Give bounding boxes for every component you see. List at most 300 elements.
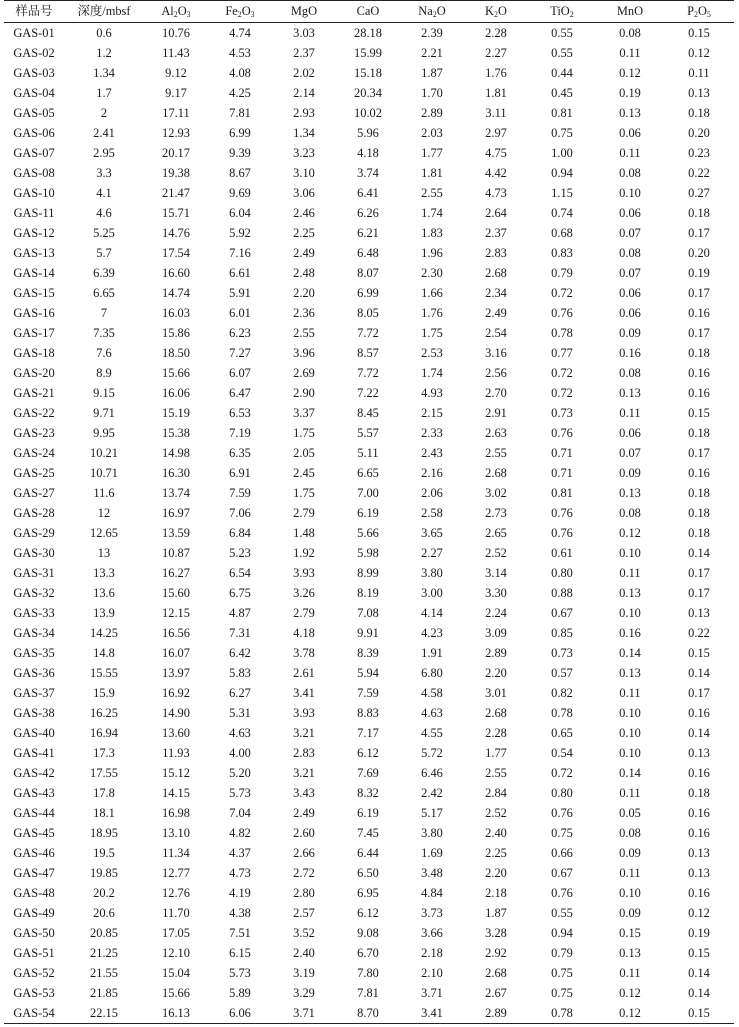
table-cell: 6.99 — [357, 286, 379, 300]
table-cell: 2.28 — [485, 26, 507, 40]
table-cell: 4.25 — [229, 86, 251, 100]
sample-id-cell: GAS-06 — [13, 126, 55, 140]
table-cell: 0.18 — [688, 486, 710, 500]
table-cell: 2.39 — [421, 26, 443, 40]
table-cell: 0.07 — [619, 226, 641, 240]
table-cell: 0.18 — [688, 346, 710, 360]
table-cell: 13.3 — [93, 566, 115, 580]
sample-id-cell: GAS-47 — [13, 866, 55, 880]
table-cell: 5.23 — [229, 546, 251, 560]
sample-id-cell: GAS-16 — [13, 306, 55, 320]
table-cell: 1.83 — [421, 226, 443, 240]
table-cell: 0.72 — [551, 766, 573, 780]
table-cell: 28.18 — [354, 26, 382, 40]
table-cell: 14.90 — [162, 706, 190, 720]
sample-id-cell: GAS-52 — [13, 966, 55, 980]
table-cell: 0.11 — [619, 46, 641, 60]
table-cell: 0.12 — [619, 526, 641, 540]
table-cell: 7.81 — [357, 986, 379, 1000]
sample-id-cell: GAS-41 — [13, 746, 55, 760]
table-cell: 0.18 — [688, 506, 710, 520]
table-cell: 0.94 — [551, 926, 573, 940]
table-cell: 0.44 — [551, 66, 573, 80]
table-cell: 2.52 — [485, 546, 507, 560]
table-cell: 0.82 — [551, 686, 573, 700]
table-cell: 2.40 — [293, 946, 315, 960]
table-cell: 3.52 — [293, 926, 315, 940]
table-cell: 3.16 — [485, 346, 507, 360]
table-row — [4, 763, 734, 783]
table-row — [4, 203, 734, 223]
table-row — [4, 783, 734, 803]
table-cell: 0.6 — [96, 26, 112, 40]
table-cell: 7.35 — [93, 326, 115, 340]
table-cell: 0.16 — [688, 706, 710, 720]
table-row — [4, 403, 734, 423]
table-cell: 0.66 — [551, 846, 573, 860]
table-cell: 0.11 — [619, 686, 641, 700]
table-cell: 16.13 — [144, 1003, 208, 1024]
table-cell: 0.55 — [551, 906, 573, 920]
table-cell: 2.91 — [485, 406, 507, 420]
table-cell: 13.97 — [162, 666, 190, 680]
table-cell: 15.60 — [162, 586, 190, 600]
table-cell: 0.45 — [551, 86, 573, 100]
table-row — [4, 483, 734, 503]
table-cell: 0.06 — [619, 206, 641, 220]
table-cell: 5.73 — [229, 966, 251, 980]
table-cell: 5.73 — [229, 786, 251, 800]
table-cell: 0.09 — [619, 466, 641, 480]
table-row — [4, 283, 734, 303]
table-cell: 5.17 — [421, 806, 443, 820]
table-cell: 4.6 — [96, 206, 112, 220]
table-cell: 2.14 — [293, 86, 315, 100]
table-cell: 2.24 — [485, 606, 507, 620]
table-cell: 2.49 — [293, 246, 315, 260]
table-cell: 0.08 — [619, 506, 641, 520]
table-cell: 4.23 — [421, 626, 443, 640]
table-cell: 2.20 — [293, 286, 315, 300]
table-cell: 0.83 — [551, 246, 573, 260]
table-cell: 0.67 — [551, 866, 573, 880]
sample-id-cell: GAS-01 — [13, 26, 55, 40]
table-cell: 3.19 — [293, 966, 315, 980]
table-row — [4, 823, 734, 843]
table-cell: 19.5 — [93, 846, 115, 860]
sample-id-cell: GAS-32 — [13, 586, 55, 600]
table-cell: 0.88 — [551, 586, 573, 600]
table-cell: 5.98 — [357, 546, 379, 560]
table-cell: 6.06 — [208, 1003, 272, 1024]
table-cell: 12.10 — [162, 946, 190, 960]
table-cell: 17.55 — [90, 766, 118, 780]
table-cell: 4.08 — [229, 66, 251, 80]
table-cell: 7.59 — [229, 486, 251, 500]
table-cell: 6.50 — [357, 866, 379, 880]
table-cell: 0.57 — [551, 666, 573, 680]
table-cell: 3.43 — [293, 786, 315, 800]
table-cell: 15.19 — [162, 406, 190, 420]
table-row — [4, 603, 734, 623]
table-cell: 9.17 — [165, 86, 187, 100]
table-cell: 12.65 — [90, 526, 118, 540]
sample-id-cell: GAS-34 — [13, 626, 55, 640]
table-cell: 17.3 — [93, 746, 115, 760]
table-cell: 13.9 — [93, 606, 115, 620]
table-cell: 3.11 — [485, 106, 507, 120]
table-cell: 0.13 — [619, 486, 641, 500]
table-cell: 15.18 — [354, 66, 382, 80]
table-cell: 0.15 — [688, 646, 710, 660]
table-cell: 15.55 — [90, 666, 118, 680]
table-cell: 2.18 — [485, 886, 507, 900]
table-cell: 16.60 — [162, 266, 190, 280]
table-cell: 0.75 — [551, 966, 573, 980]
table-cell: 6.07 — [229, 366, 251, 380]
table-cell: 0.79 — [551, 266, 573, 280]
geochemistry-table — [4, 0, 734, 1024]
table-cell: 0.14 — [688, 546, 710, 560]
table-cell: 4.93 — [421, 386, 443, 400]
sample-id-cell: GAS-42 — [13, 766, 55, 780]
table-cell: 0.13 — [619, 586, 641, 600]
table-cell: 3.80 — [421, 826, 443, 840]
table-cell: 9.91 — [357, 626, 379, 640]
table-cell: 6.53 — [229, 406, 251, 420]
sample-id-cell: GAS-33 — [13, 606, 55, 620]
table-cell: 11.93 — [162, 746, 190, 760]
table-cell: 0.16 — [619, 626, 641, 640]
column-header: 深度/mbsf — [64, 1, 144, 23]
table-cell: 0.85 — [551, 626, 573, 640]
table-cell: 3.21 — [293, 726, 315, 740]
table-cell: 0.15 — [664, 1003, 734, 1024]
table-cell: 15.99 — [354, 46, 382, 60]
table-cell: 0.11 — [619, 146, 641, 160]
table-cell: 3.28 — [485, 926, 507, 940]
table-cell: 4.00 — [229, 746, 251, 760]
sample-id-cell: GAS-20 — [13, 366, 55, 380]
table-cell: 0.12 — [688, 906, 710, 920]
table-cell: 8.19 — [357, 586, 379, 600]
table-cell: 2.67 — [485, 986, 507, 1000]
table-cell: 2.72 — [293, 866, 315, 880]
table-row — [4, 423, 734, 443]
table-cell: 2.20 — [485, 666, 507, 680]
table-cell: 17.11 — [162, 106, 190, 120]
table-cell: 0.76 — [551, 806, 573, 820]
table-cell: 13.10 — [162, 826, 190, 840]
table-cell: 0.72 — [551, 386, 573, 400]
sample-id-cell: GAS-21 — [13, 386, 55, 400]
table-row — [4, 643, 734, 663]
table-cell: 3.73 — [421, 906, 443, 920]
table-cell: 5.83 — [229, 666, 251, 680]
table-cell: 0.07 — [619, 266, 641, 280]
sample-id-cell: GAS-22 — [13, 406, 55, 420]
table-row — [4, 863, 734, 883]
table-row — [4, 683, 734, 703]
table-cell: 0.12 — [688, 46, 710, 60]
table-cell: 0.67 — [551, 606, 573, 620]
table-cell: 6.12 — [357, 746, 379, 760]
table-cell: 5.92 — [229, 226, 251, 240]
table-cell: 21.47 — [162, 186, 190, 200]
sample-id-cell: GAS-04 — [13, 86, 55, 100]
table-row — [4, 303, 734, 323]
table-cell: 2.52 — [485, 806, 507, 820]
table-cell: 17.8 — [93, 786, 115, 800]
table-cell: 2.70 — [485, 386, 507, 400]
table-cell: 7.72 — [357, 326, 379, 340]
table-cell: 1.75 — [421, 326, 443, 340]
table-cell: 9.39 — [229, 146, 251, 160]
table-cell: 12.93 — [162, 126, 190, 140]
table-cell: 19.38 — [162, 166, 190, 180]
table-cell: 3.06 — [293, 186, 315, 200]
table-cell: 10.02 — [354, 106, 382, 120]
table-cell: 7.19 — [229, 426, 251, 440]
sample-id-cell: GAS-36 — [13, 666, 55, 680]
table-cell: 0.08 — [619, 166, 641, 180]
table-cell: 0.76 — [551, 506, 573, 520]
sample-id-cell: GAS-43 — [13, 786, 55, 800]
table-cell: 3.65 — [421, 526, 443, 540]
table-cell: 2.55 — [421, 186, 443, 200]
table-cell: 16.98 — [162, 806, 190, 820]
table-cell: 4.37 — [229, 846, 251, 860]
table-cell: 8.07 — [357, 266, 379, 280]
table-cell: 2.58 — [421, 506, 443, 520]
table-cell: 1.2 — [96, 46, 112, 60]
table-cell: 2.16 — [421, 466, 443, 480]
table-cell: 3.71 — [421, 986, 443, 1000]
table-cell: 0.17 — [688, 226, 710, 240]
table-cell: 0.08 — [619, 826, 641, 840]
table-cell: 2.80 — [293, 886, 315, 900]
table-cell: 1.87 — [485, 906, 507, 920]
column-header: $K_2O$ — [464, 1, 528, 23]
table-cell: 4.53 — [229, 46, 251, 60]
table-cell: 2.57 — [293, 906, 315, 920]
table-cell: 11.43 — [162, 46, 190, 60]
sample-id-cell: GAS-14 — [13, 266, 55, 280]
table-cell: 1.34 — [93, 66, 115, 80]
table-row — [4, 63, 734, 83]
table-cell: 14.25 — [90, 626, 118, 640]
table-cell: 6.44 — [357, 846, 379, 860]
table-cell: 0.13 — [688, 846, 710, 860]
sample-id-cell: GAS-13 — [13, 246, 55, 260]
table-row — [4, 523, 734, 543]
table-row — [4, 183, 734, 203]
table-cell: 15.9 — [93, 686, 115, 700]
table-row — [4, 543, 734, 563]
table-cell: 9.69 — [229, 186, 251, 200]
table-cell: 0.76 — [551, 426, 573, 440]
table-cell: 6.75 — [229, 586, 251, 600]
table-cell: 2.63 — [485, 426, 507, 440]
table-cell: 21.25 — [90, 946, 118, 960]
table-cell: 0.14 — [688, 966, 710, 980]
table-cell: 0.06 — [619, 126, 641, 140]
table-cell: 0.78 — [528, 1003, 596, 1024]
table-cell: 1.7 — [96, 86, 112, 100]
table-cell: 6.12 — [357, 906, 379, 920]
table-row — [4, 923, 734, 943]
table-cell: 5.89 — [229, 986, 251, 1000]
table-cell: 16.03 — [162, 306, 190, 320]
sample-id-cell: GAS-53 — [13, 986, 55, 1000]
table-cell: 7.08 — [357, 606, 379, 620]
table-cell: 6.41 — [357, 186, 379, 200]
sample-id-cell: GAS-48 — [13, 886, 55, 900]
sample-id-cell: GAS-12 — [13, 226, 55, 240]
table-cell: 7.22 — [357, 386, 379, 400]
table-cell: 16.07 — [162, 646, 190, 660]
table-cell: 0.10 — [619, 746, 641, 760]
table-cell: 1.74 — [421, 366, 443, 380]
table-row — [4, 163, 734, 183]
table-cell: 0.10 — [619, 706, 641, 720]
table-cell: 15.71 — [162, 206, 190, 220]
sample-id-cell: GAS-44 — [13, 806, 55, 820]
table-cell: 2.84 — [485, 786, 507, 800]
table-cell: 22.15 — [64, 1003, 144, 1024]
table-cell: 15.38 — [162, 426, 190, 440]
sample-id-cell: GAS-10 — [13, 186, 55, 200]
table-cell: 7.72 — [357, 366, 379, 380]
table-cell: 3.93 — [293, 566, 315, 580]
table-cell: 7.59 — [357, 686, 379, 700]
table-cell: 0.71 — [551, 466, 573, 480]
table-cell: 13.59 — [162, 526, 190, 540]
table-cell: 6.21 — [357, 226, 379, 240]
table-cell: 3.66 — [421, 926, 443, 940]
sample-id-cell: GAS-18 — [13, 346, 55, 360]
table-cell: 11.6 — [93, 486, 115, 500]
table-cell: 2.66 — [293, 846, 315, 860]
table-cell: 2.68 — [485, 706, 507, 720]
table-cell: 7.31 — [229, 626, 251, 640]
table-cell: 8.45 — [357, 406, 379, 420]
table-row — [4, 463, 734, 483]
table-cell: 7.45 — [357, 826, 379, 840]
table-cell: 2.25 — [293, 226, 315, 240]
table-cell: 0.06 — [619, 306, 641, 320]
table-cell: 3.30 — [485, 586, 507, 600]
table-cell: 7.51 — [229, 926, 251, 940]
table-cell: 2.79 — [293, 606, 315, 620]
table-cell: 0.65 — [551, 726, 573, 740]
table-cell: 2.49 — [293, 806, 315, 820]
table-cell: 0.74 — [551, 206, 573, 220]
table-cell: 18.1 — [93, 806, 115, 820]
table-cell: 8.67 — [229, 166, 251, 180]
table-cell: 4.63 — [421, 706, 443, 720]
table-cell: 1.81 — [421, 166, 443, 180]
table-cell: 20.2 — [93, 886, 115, 900]
table-cell: 2.41 — [93, 126, 115, 140]
table-row — [4, 343, 734, 363]
table-cell: 9.12 — [165, 66, 187, 80]
sample-id-cell: GAS-03 — [13, 66, 55, 80]
table-cell: 2.89 — [464, 1003, 528, 1024]
table-cell: 8.39 — [357, 646, 379, 660]
table-cell: 0.76 — [551, 306, 573, 320]
sample-id-cell: GAS-38 — [13, 706, 55, 720]
table-cell: 0.55 — [551, 46, 573, 60]
table-cell: 17.05 — [162, 926, 190, 940]
table-cell: 0.79 — [551, 946, 573, 960]
table-cell: 6.27 — [229, 686, 251, 700]
table-cell: 5.94 — [357, 666, 379, 680]
table-cell: 0.13 — [619, 386, 641, 400]
table-cell: 16.97 — [162, 506, 190, 520]
table-cell: 15.66 — [162, 366, 190, 380]
table-cell: 0.08 — [619, 246, 641, 260]
table-cell: 0.75 — [551, 986, 573, 1000]
table-cell: 0.13 — [619, 666, 641, 680]
table-cell: 0.16 — [688, 886, 710, 900]
table-cell: 0.20 — [688, 246, 710, 260]
table-cell: 6.91 — [229, 466, 251, 480]
table-cell: 2.37 — [293, 46, 315, 60]
sample-id-cell: GAS-54 — [4, 1003, 64, 1024]
table-row — [4, 843, 734, 863]
table-row — [4, 623, 734, 643]
table-cell: 1.74 — [421, 206, 443, 220]
table-row — [4, 983, 734, 1003]
table-cell: 6.54 — [229, 566, 251, 580]
table-cell: 20.34 — [354, 86, 382, 100]
table-cell: 0.75 — [551, 126, 573, 140]
table-cell: 0.94 — [551, 166, 573, 180]
table-cell: 3.29 — [293, 986, 315, 1000]
table-cell: 1.00 — [551, 146, 573, 160]
table-cell: 5.57 — [357, 426, 379, 440]
table-cell: 0.19 — [688, 926, 710, 940]
table-cell: 2.95 — [93, 146, 115, 160]
table-cell: 3.41 — [400, 1003, 464, 1024]
column-header: 样品号 — [4, 1, 64, 23]
table-cell: 1.92 — [293, 546, 315, 560]
table-cell: 1.69 — [421, 846, 443, 860]
table-cell: 2.93 — [293, 106, 315, 120]
table-cell: 0.08 — [619, 26, 641, 40]
table-cell: 5.96 — [357, 126, 379, 140]
sample-id-cell: GAS-23 — [13, 426, 55, 440]
table-cell: 9.15 — [93, 386, 115, 400]
table-cell: 6.61 — [229, 266, 251, 280]
table-cell: 8.83 — [357, 706, 379, 720]
table-cell: 0.10 — [619, 606, 641, 620]
table-cell: 8.05 — [357, 306, 379, 320]
table-cell: 0.15 — [688, 946, 710, 960]
table-cell: 1.70 — [421, 86, 443, 100]
table-cell: 5.66 — [357, 526, 379, 540]
table-cell: 0.16 — [688, 826, 710, 840]
sample-id-cell: GAS-40 — [13, 726, 55, 740]
table-cell: 0.11 — [619, 966, 641, 980]
table-cell: 6.99 — [229, 126, 251, 140]
table-cell: 3.02 — [485, 486, 507, 500]
table-cell: 0.22 — [688, 626, 710, 640]
table-cell: 6.35 — [229, 446, 251, 460]
table-cell: 0.16 — [688, 366, 710, 380]
column-header: $Al_2O_3$ — [144, 1, 208, 23]
